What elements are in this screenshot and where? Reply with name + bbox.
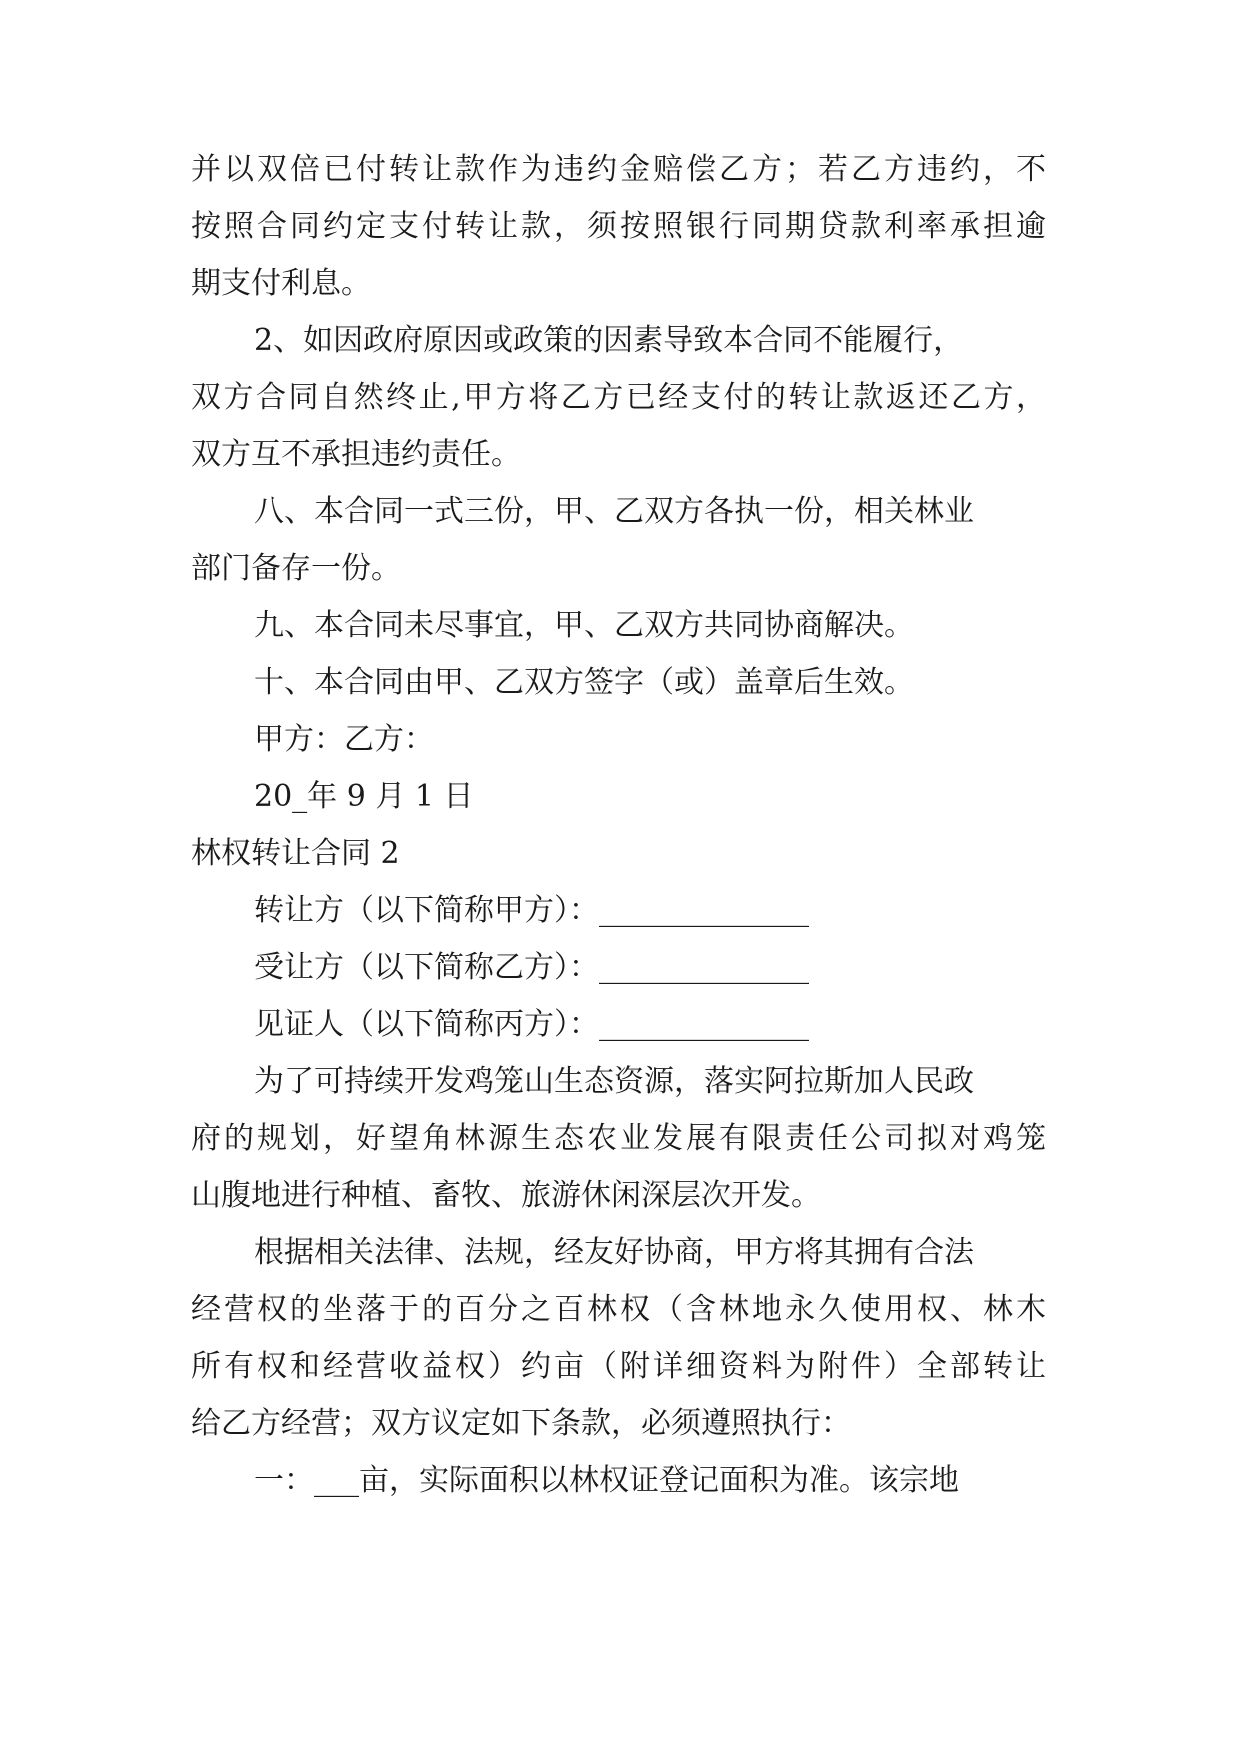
paragraph-line: 给乙方经营；双方议定如下条款，必须遵照执行： <box>191 1406 851 1441</box>
transferor-field: 转让方（以下简称甲方）：______________ <box>254 893 809 928</box>
paragraph-line: 部门备存一份。 <box>191 551 401 586</box>
paragraph-line: 双方互不承担违约责任。 <box>191 437 521 472</box>
paragraph-line: 山腹地进行种植、畜牧、旅游休闲深层次开发。 <box>191 1178 821 1213</box>
signature-parties: 甲方：乙方： <box>254 722 434 757</box>
clause-9-line: 九、本合同未尽事宜，甲、乙双方共同协商解决。 <box>254 608 914 643</box>
paragraph-line: 所有权和经营收益权）约亩（附详细资料为附件）全部转让 <box>191 1349 1046 1384</box>
clause-1-line: 一：___亩，实际面积以林权证登记面积为准。该宗地 <box>254 1463 959 1498</box>
clause-10-line: 十、本合同由甲、乙双方签字（或）盖章后生效。 <box>254 665 914 700</box>
clause-2-line: 2、如因政府原因或政策的因素导致本合同不能履行， <box>254 323 964 358</box>
paragraph-line: 并以双倍已付转让款作为违约金赔偿乙方；若乙方违约，不 <box>191 152 1046 187</box>
signature-date: 20_年 9 月 1 日 <box>254 779 474 814</box>
paragraph-line: 根据相关法律、法规，经友好协商，甲方将其拥有合法 <box>254 1235 974 1270</box>
contract-title: 林权转让合同 2 <box>191 836 400 871</box>
paragraph-line: 为了可持续开发鸡笼山生态资源，落实阿拉斯加人民政 <box>254 1064 974 1099</box>
paragraph-line: 经营权的坐落于的百分之百林权（含林地永久使用权、林木 <box>191 1292 1046 1327</box>
paragraph-line: 府的规划，好望角林源生态农业发展有限责任公司拟对鸡笼 <box>191 1121 1046 1156</box>
paragraph-line: 按照合同约定支付转让款，须按照银行同期贷款利率承担逾 <box>191 209 1046 244</box>
paragraph-line: 期支付利息。 <box>191 266 371 301</box>
clause-8-line: 八、本合同一式三份，甲、乙双方各执一份，相关林业 <box>254 494 974 529</box>
transferee-field: 受让方（以下简称乙方）：______________ <box>254 950 809 985</box>
witness-field: 见证人（以下简称丙方）：______________ <box>254 1007 809 1042</box>
paragraph-line: 双方合同自然终止,甲方将乙方已经支付的转让款返还乙方， <box>191 380 1046 415</box>
